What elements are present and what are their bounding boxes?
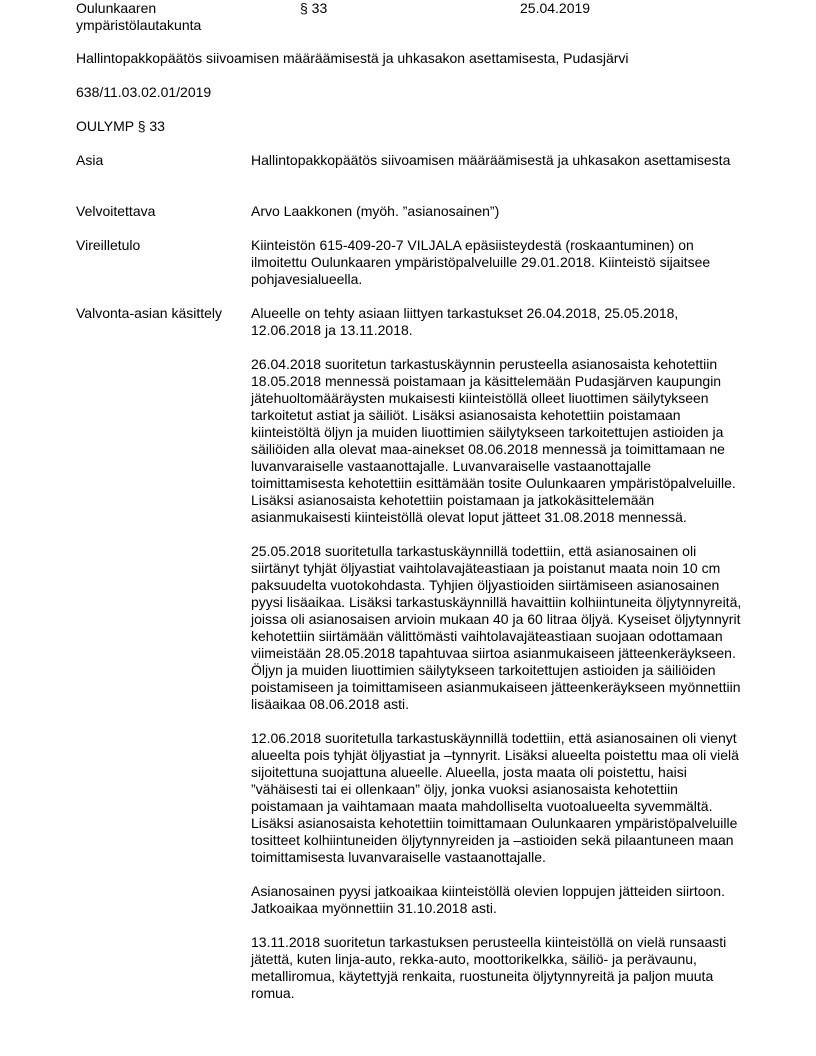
header-organization: Oulunkaaren ympäristölautakunta	[76, 0, 202, 33]
header-section-number: § 33	[300, 0, 328, 16]
paragraph: 12.06.2018 suoritetulla tarkastuskäynnillä todettiin, että asianosainen oli vienyt alueelta pois tyhjät öljyastiat ja –tynnyrit. Lisäksi alueelta poistettu maa oli vielä sijoitettuna suojattuna alueelle. Alueella, josta maata oli poistettu, haisi ”vähäisesti tai ei ollenkaan” öljy, jonka vuoksi asianosaista kehotettiin poistamaan ja vaihtamaan maata mahdolliselta vuotoalueelta syvemmältä. Lisäksi asianosaista kehotettiin toimittamaan Oulunkaaren ympäristöpalveluille tositteet kolhiintuneiden öljytynnyreiden ja –astioiden sekä pilaantuneen maan toimittamisesta luvanvaraiselle vastaanottajalle.	[251, 730, 739, 865]
paragraph: 26.04.2018 suoritetun tarkastuskäynnin perusteella asianosaista kehotettiin 18.05.2018 mennessä poistamaan ja käsittelemään Pudasjärven kaupungin jätehuoltomääräysten mukaisesti kiinteistöllä olleet liuottimen säilytykseen tarkoitetut astiat ja säiliöt. Lisäksi asianosaista kehotettiin poistamaan kiinteistöltä öljyn ja muiden liuottimien säilytykseen tarkoitettujen astioiden ja säiliöiden alla olevat maa-ainekset 08.06.2018 mennessä ja toimittamaan ne luvanvaraiselle vastaanottajalle. Luvanvaraiselle vastaanottajalle toimittamisesta kehotettiin esittämään tosite Oulunkaaren ympäristöpalveluille. Lisäksi asianosaista kehotettiin poistamaan ja jatkokäsittelemään asianmukaisesti kiinteistöllä olevat loput jätteet 31.08.2018 mennessä.	[251, 356, 736, 525]
header-date: 25.04.2019	[520, 0, 591, 16]
row-value-velvoitettava: Arvo Laakkonen (myöh. ”asianosainen”)	[251, 203, 500, 219]
row-label-valvonta: Valvonta-asian käsittely	[76, 305, 223, 321]
document-section-ref: OULYMP § 33	[76, 118, 165, 134]
row-label-velvoitettava: Velvoitettava	[76, 203, 156, 219]
page-header	[0, 0, 816, 36]
row-value-vireilletulo: Kiinteistön 615-409-20-7 VILJALA epäsiisteydestä (roskaantuminen) on ilmoitettu Oulunkaaren ympäristöpalveluille 29.01.2018. Kiinteistö sijaitsee pohjavesialueella.	[251, 237, 711, 287]
row-value-asia: Hallintopakkopäätös siivoamisen määräämisestä ja uhkasakon asettamisesta	[251, 152, 731, 168]
paragraph: 25.05.2018 suoritetulla tarkastuskäynnillä todettiin, että asianosainen oli siirtänyt tyhjät öljyastiat vaihtolavajäteastiaan ja poistanut maata noin 10 cm paksuudelta vuotokohdasta. Tyhjien öljyastioiden siirtämiseen asianosainen pyysi lisäaikaa. Lisäksi tarkastuskäynnillä havaittiin kolhiintuneita öljytynnyreitä, joissa oli asianosaisen arvioin mukaan 40 ja 60 litraa öljyä. Kyseiset öljytynnyrit kehotettiin siirtämään välittömästi vaihtolavajäteastiaan suojaan odottamaan viimeistään 28.05.2018 tapahtuvaa siirtoa asianmukaiseen jätteenkeräykseen. Öljyn ja muiden liuottimien säilytykseen tarkoitettujen astioiden ja säiliöiden poistamiseen ja toimittamiseen asianmukaiseen jätteenkeräykseen myönnettiin lisäaikaa 08.06.2018 asti.	[251, 543, 742, 712]
document-reference: 638/11.03.02.01/2019	[76, 84, 212, 100]
row-label-vireilletulo: Vireilletulo	[76, 237, 141, 253]
paragraph: 13.11.2018 suoritetun tarkastuksen perusteella kiinteistöllä on vielä runsaasti jätettä, kuten linja-auto, rekka-auto, moottorikelkka, säiliö- ja perävaunu, metalliromua, käytettyjä renkaita, ruostuneita öljytynnyreitä ja paljon muuta romua.	[251, 934, 727, 1001]
paragraph: Alueelle on tehty asiaan liittyen tarkastukset 26.04.2018, 25.05.2018, 12.06.2018 ja 13.11.2018.	[251, 305, 679, 338]
row-value-valvonta	[251, 305, 746, 1019]
document-title: Hallintopakkopäätös siivoamisen määräämisestä ja uhkasakon asettamisesta, Pudasjärvi	[76, 50, 629, 66]
row-label-asia: Asia	[76, 152, 104, 168]
paragraph: Asianosainen pyysi jatkoaikaa kiinteistöllä olevien loppujen jätteiden siirtoon. Jatkoaikaa myönnettiin 31.10.2018 asti.	[251, 883, 725, 916]
